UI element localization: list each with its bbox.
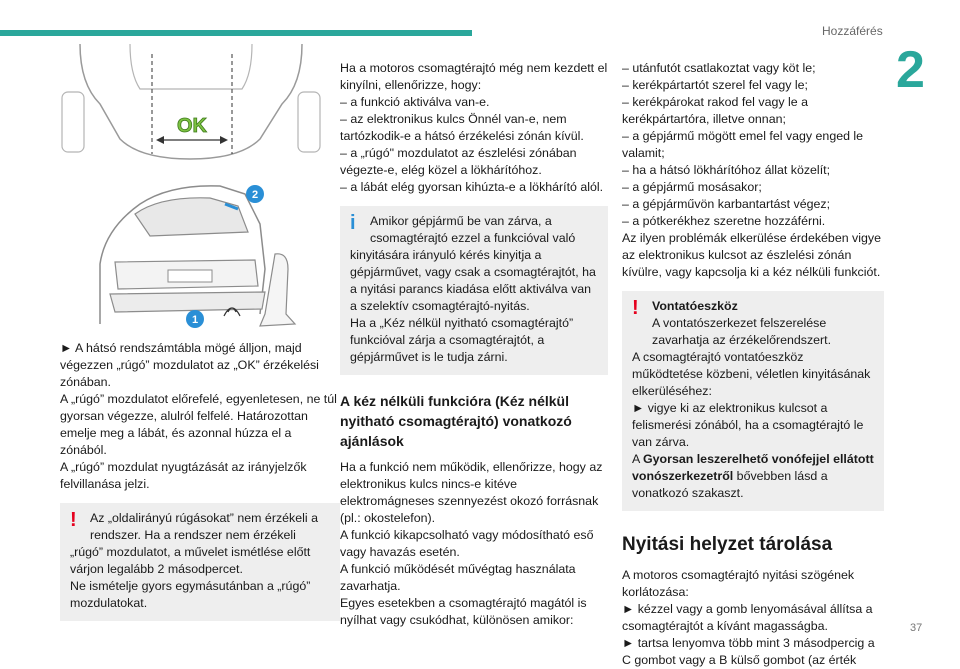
col2-para-4: Egyes esetekben a csomagtérajtó magától is nyílhat vagy csukódhat, különösen amikor: — [340, 596, 587, 627]
chapter-number: 2 — [896, 41, 925, 99]
col3-warning-text-4: A Gyorsan leszerelhető vonófejjel ellátott vonószerkezetről bővebben lásd a vonatkozó szakaszt. — [632, 452, 874, 500]
column-2 — [340, 60, 608, 629]
col2-heading: A kéz nélküli funkcióra (Kéz nélkül nyitható csomagtérajtó) vonatkozó ajánlások — [340, 393, 572, 449]
col1-warning-text-3: Ne ismételje gyors egymásutánban a „rúgó” mozdulatokat. — [70, 579, 311, 610]
col3-warning-text-3: ► vigye ki az elektronikus kulcsot a felismerési zónából, ha a csomagtérajtó le van zárva. — [632, 401, 864, 449]
col3-case-3: – kerékpárokat rakod fel vagy le a kerékpártartóra, illetve onnan; — [622, 95, 808, 126]
col1-warning-box — [60, 503, 340, 621]
col2-para-2: A funkció kikapcsolható vagy módosítható eső vagy havazás esetén. — [340, 528, 594, 559]
illustration-kick-gesture — [60, 174, 322, 334]
info-icon: i — [350, 212, 356, 234]
col3-case-5: – ha a hátsó lökhárítóhoz állat közelít; — [622, 163, 831, 177]
warning-icon: ! — [632, 297, 639, 319]
col2-info-text-2: kinyitására irányuló kérés kinyitja a gépjárművet, vagy csak a csomagtérajtót, ha a nyitási parancs kiadása előtt aktiválva van a szelektív csomagtérajtó-nyitás. — [350, 248, 596, 313]
col2-info-text-1: Amikor gépjármű be van zárva, a csomagtérajtó ezzel a funkcióval való — [370, 214, 576, 245]
column-3 — [622, 60, 884, 669]
col3-warning-text-2: A csomagtérajtó vontatóeszköz működtetése közbeni, véletlen kinyitásának elkerüléséhez: — [632, 350, 871, 398]
col2-check-2: – az elektronikus kulcs Önnél van-e, nem tartózkodik-e a hátsó érzékelési zónán kívül. — [340, 112, 584, 143]
warning-icon: ! — [70, 509, 77, 531]
header-accent-bar — [0, 30, 472, 36]
callout-1: 1 — [191, 314, 199, 326]
col1-warning-text-1: Az „oldalirányú rúgásokat” nem érzékeli a rendszer. Ha a rendszer nem érzékeli — [90, 511, 318, 542]
col2-para-3: A funkció működését művégtag használata zavarhatja. — [340, 562, 576, 593]
page-number: 37 — [910, 622, 923, 634]
col3-case-6: – a gépjármű mosásakor; — [622, 180, 762, 194]
section-title: Hozzáférés — [822, 24, 883, 38]
col3-para-3: ► tartsa lenyomva több mint 3 másodpercig a C gombot vagy a B külső gombot (az érték — [622, 636, 875, 667]
col1-instruction: ► A hátsó rendszámtábla mögé álljon, majd végezzen „rúgó” mozdulatot az „OK” érzékelési zónában. — [60, 341, 319, 389]
column-1 — [60, 340, 340, 631]
ok-label: OK — [177, 115, 207, 137]
col3-warning-title: Vontatóeszköz — [652, 299, 738, 313]
col3-case-1: – utánfutót csatlakoztat vagy köt le; — [622, 61, 816, 75]
col3-warning-text-1: A vontatószerkezet felszerelése zavarhatja az érzékelőrendszert. — [652, 316, 832, 347]
col3-case-8: – a pótkerékhez szeretne hozzáférni. — [622, 214, 826, 228]
col2-check-3: – a „rúgó" mozdulatot az észlelési zónában végezte-e, elég közel a lökhárítóhoz. — [340, 146, 577, 177]
col2-info-box — [340, 206, 608, 375]
col1-confirmation: A „rúgó” mozdulat nyugtázását az irányjelzők felvillanása jelzi. — [60, 460, 307, 491]
col2-check-1: – a funkció aktiválva van-e. — [340, 95, 490, 109]
col3-warning-box — [622, 291, 884, 511]
col1-kick-description: A „rúgó” mozdulatot előrefelé, egyenletesen, ne túl gyorsan végezze, alulról felfelé. Határozottan emelje meg a lábát, és azonnal húzza el a zónából. — [60, 392, 337, 457]
col3-advice: Az ilyen problémák elkerülése érdekében vigye az elektronikus kulcsot az észlelési zónán kívülre, vagy kapcsolja ki a kéz nélküli funkciót. — [622, 231, 881, 279]
col3-case-2: – kerékpártartót szerel fel vagy le; — [622, 78, 808, 92]
col2-info-text-3: Ha a „Kéz nélkül nyitható csomagtérajtó” funkcióval zárja a csomagtérajtót, a gépjárművet is le tudja zárni. — [350, 316, 574, 364]
callout-2: 2 — [251, 189, 259, 201]
col3-case-4: – a gépjármű mögött emel fel vagy enged le valamit; — [622, 129, 864, 160]
col2-intro: Ha a motoros csomagtérajtó még nem kezdett el kinyílni, ellenőrizze, hogy: — [340, 61, 608, 92]
col3-para-1: A motoros csomagtérajtó nyitási szögének korlátozása: — [622, 568, 855, 599]
col2-check-4: – a lábát elég gyorsan kihúzta-e a lökhárító alól. — [340, 180, 604, 194]
col2-para-1: Ha a funkció nem működik, ellenőrizze, hogy az elektronikus kulcs nincs-e kitéve elektromágneses szennyezést okozó forrásnak (pl.: okostelefon). — [340, 460, 603, 525]
col3-heading: Nyitási helyzet tárolása — [622, 534, 833, 555]
illustration-detection-zone — [60, 44, 322, 164]
col3-para-2: ► kézzel vagy a gomb lenyomásával állítsa a csomagtérajtót a kívánt magasságba. — [622, 602, 873, 633]
col1-warning-text-2: „rúgó” mozdulatot, a művelet ismétlése előtt várjon legalább 2 másodpercet. — [70, 545, 311, 576]
col3-case-7: – a gépjárművön karbantartást végez; — [622, 197, 831, 211]
